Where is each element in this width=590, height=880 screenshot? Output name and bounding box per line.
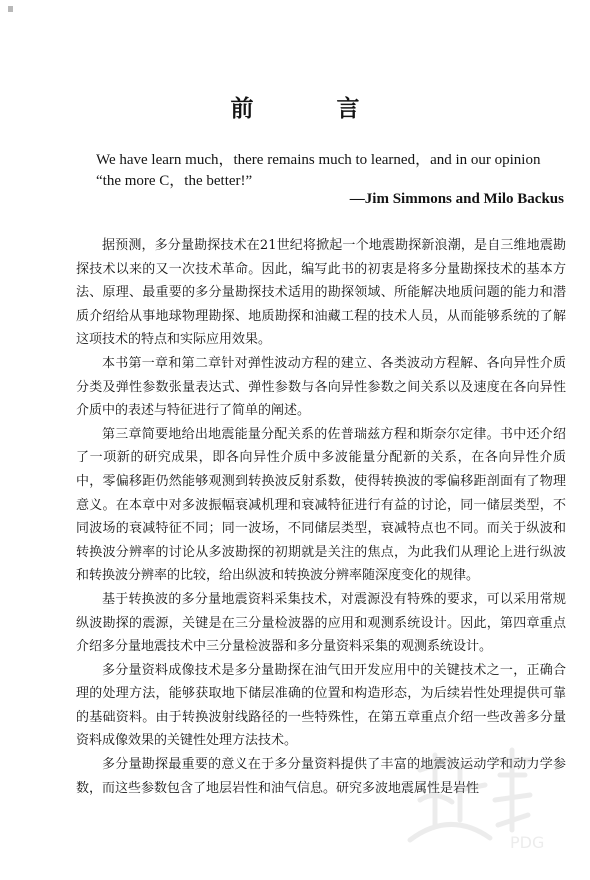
paragraph-5: 多分量资料成像技术是多分量勘探在油气田开发应用中的关键技术之一，正确合理的处理方法，能够获取地下储层准确的位置和构造形态，为后续岩性处理提供可靠的基础资料。由于转换波射线路径的一些特殊性，在第五章重点介绍一些改善多分量资料成像效果的关键性处理方法技术。 [76,662,566,749]
epigraph-attribution: —Jim Simmons and Milo Backus [349,191,564,207]
library-watermark-stamp [390,730,560,860]
paragraph-3: 第三章简要地给出地震能量分配关系的佐普瑞兹方程和斯奈尔定律。书中还介绍了一项新的研究成果，即各向异性介质中多波能量分配新的关系，在各向异性介质中，零偏移距仍然能够观测到转换波反射系数，使得转换波的零偏移距剖面有了物理意义。在本章中对多波振幅衰减机理和衰减特征进行有益的讨论，同一储层类型，不同波场的衰减特征不同；同一波场，不同储层类型，衰减特点也不同。而关于纵波和转换波分辨率的讨论从多波勘探的初期就是关注的焦点，为此我们从理论上进行纵波和转换波分辨率的比较，给出纵波和转换波分辨率随深度变化的规律。 [76,426,566,584]
paragraph-4: 基于转换波的多分量地震资料采集技术，对震源没有特殊的要求，可以采用常规纵波勘探的震源，关键是在三分量检波器的应用和观测系统设计。因此，第四章重点介绍多分量地震技术中三分量检波器和多分量资料采集的观测系统设计。 [76,591,566,655]
paragraph-6: 多分量勘探最重要的意义在于多分量资料提供了丰富的地震波运动学和动力学参数，而这些参数包含了地层岩性和油气信息。研究多波地震属性是岩性 [76,757,566,796]
page-title: 前 言 [230,96,390,122]
paragraph-1: 据预测，多分量勘探技术在21世纪将掀起一个地震勘探新浪潮，是自三维地震勘探技术以来的又一次技术革命。因此，编写此书的初衷是将多分量勘探技术的基本方法、原理、最重要的多分量勘探技术适用的勘探领域、所能解决地质问题的能力和潜质介绍给从事地球物理勘探、地质勘探和油藏工程的技术人员，从而能够系统的了解这项技术的特点和实际应用效果。 [76,238,566,348]
watermark-label: PDG [510,833,545,852]
epigraph-quote: We have learn much，there remains much to learned，and in our opinion “the more C，the better!” [96,152,541,189]
scan-corner-mark [8,6,13,12]
paragraph-2: 本书第一章和第二章针对弹性波动方程的建立、各类波动方程解、各向异性介质分类及弹性参数张量表达式、弹性参数与各向异性参数之间关系以及速度在各向异性介质中的表述与特征进行了简单的阐述。 [76,355,566,419]
body-text [76,234,566,800]
